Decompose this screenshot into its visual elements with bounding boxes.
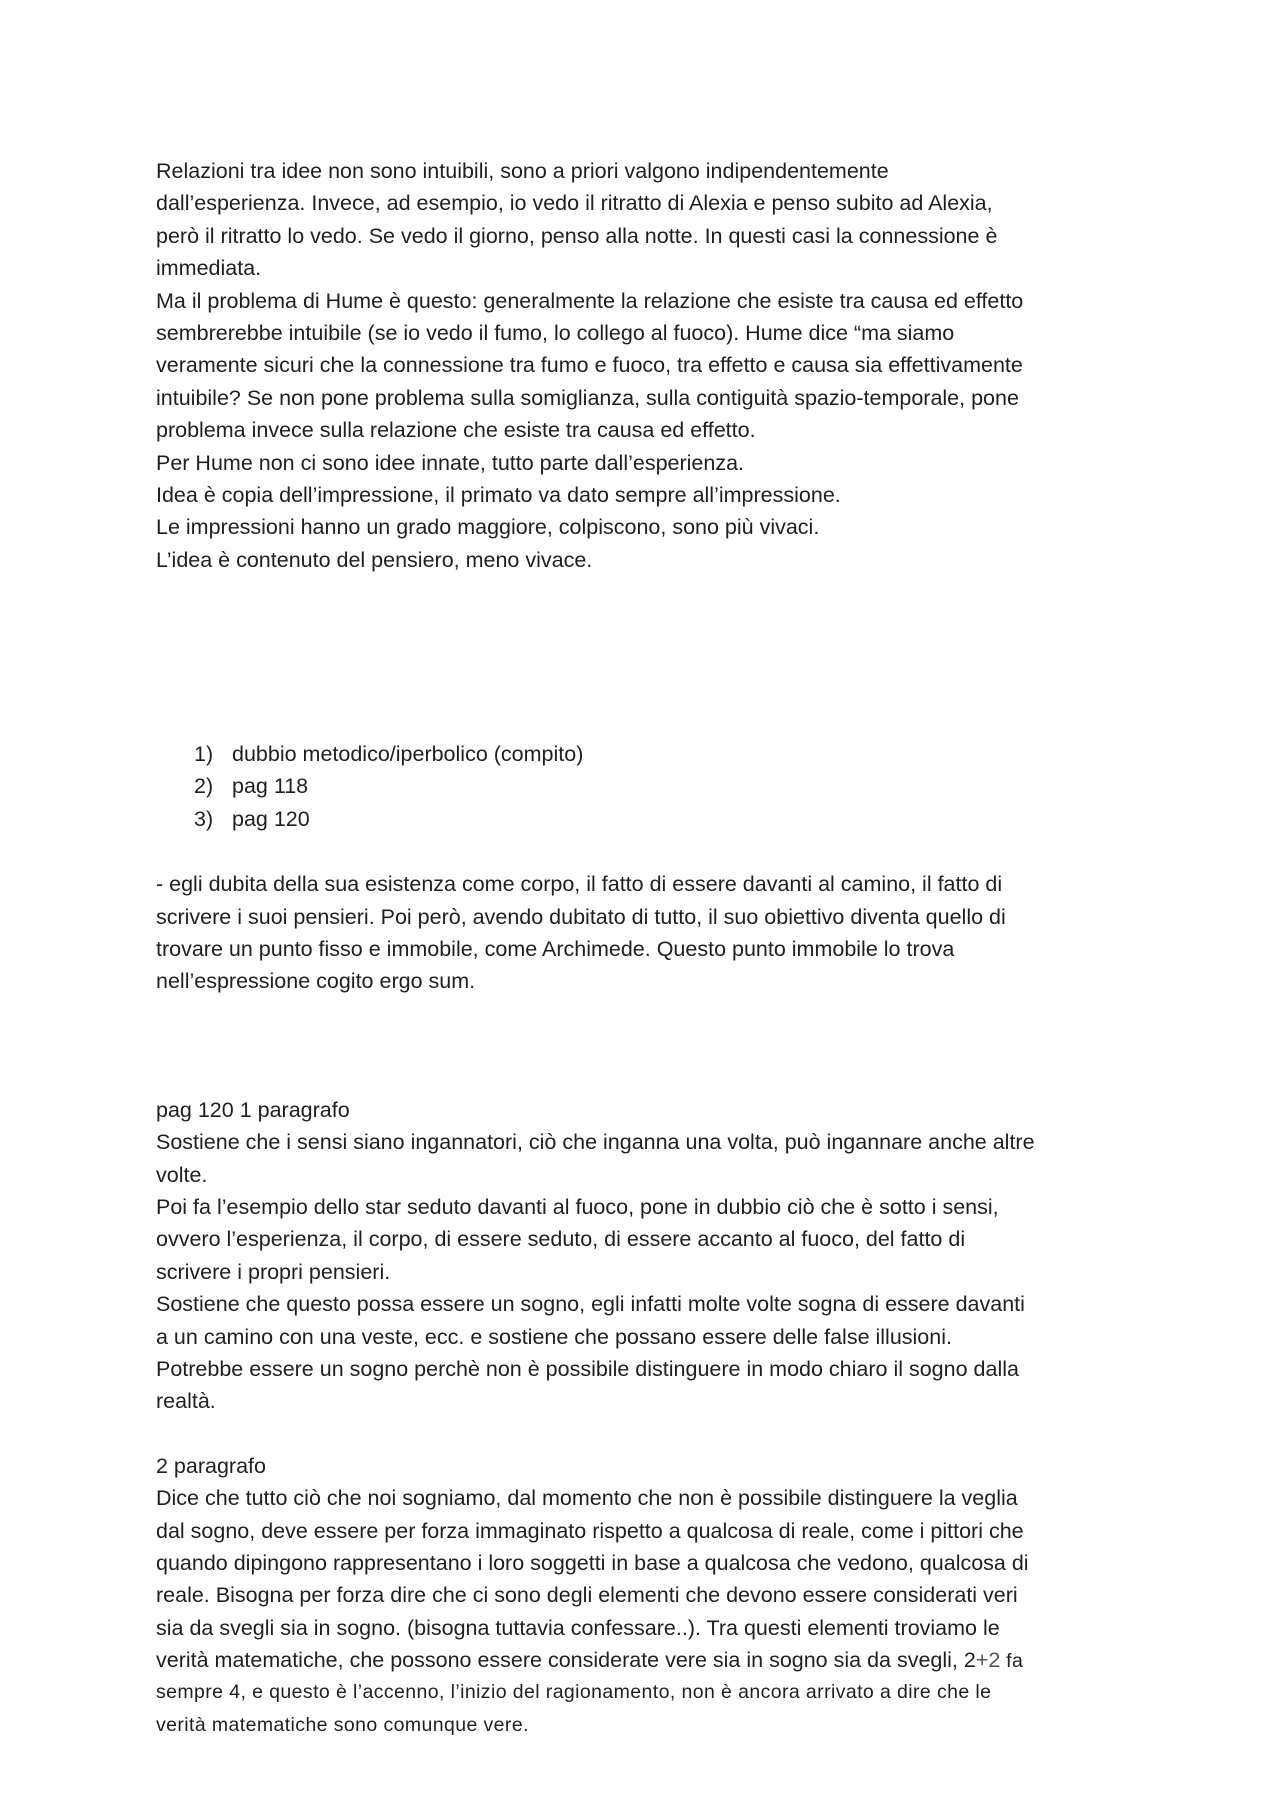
list-number: 2) (194, 774, 214, 799)
text-line: Per Hume non ci sono idee innate, tutto parte dall’esperienza. (156, 450, 745, 475)
text-line: reale. Bisogna per forza dire che ci sono degli elementi che devono essere considerati veri (156, 1583, 1018, 1608)
list-text: dubbio metodico/iperbolico (compito) (232, 742, 584, 767)
text-line: realtà. (156, 1389, 216, 1414)
text-line: dall’esperienza. Invece, ad esempio, io vedo il ritratto di Alexia e penso subito ad Alexia, (156, 191, 993, 216)
text-line: Potrebbe essere un sogno perchè non è possibile distinguere in modo chiaro il sogno dalla (156, 1356, 1019, 1381)
section-heading: 2 paragrafo (156, 1453, 266, 1478)
list-text: pag 118 (232, 774, 309, 799)
text-line: - egli dubita della sua esistenza come corpo, il fatto di essere davanti al camino, il fatto di (156, 872, 1003, 897)
paragraph-hume (156, 155, 1136, 576)
list-item (156, 738, 1136, 770)
text-segment: fa (1000, 1650, 1024, 1673)
paragraph-2-paragrafo (156, 1450, 1136, 1742)
list-item (156, 803, 1136, 835)
text-line: nell’espressione cogito ergo sum. (156, 969, 476, 994)
text-line: scrivere i propri pensieri. (156, 1259, 391, 1284)
text-line: Idea è copia dell’impressione, il primato va dato sempre all’impressione. (156, 482, 841, 507)
text-line: verità matematiche sono comunque vere. (156, 1713, 529, 1736)
text-line: problema invece sulla relazione che esiste tra causa ed effetto. (156, 418, 756, 443)
list-text: pag 120 (232, 806, 310, 831)
text-line: sempre 4, e questo è l’accenno, l’inizio del ragionamento, non è ancora arrivato a dire che le (156, 1681, 992, 1704)
text-line (156, 1644, 1136, 1676)
text-line: Le impressioni hanno un grado maggiore, colpiscono, sono più vivaci. (156, 515, 820, 540)
text-line: intuibile? Se non pone problema sulla somiglianza, sulla contiguità spazio-temporale, pone (156, 385, 1019, 410)
text-line: Sostiene che i sensi siano ingannatori, ciò che inganna una volta, può ingannare anche altre (156, 1130, 1035, 1155)
text-line: Ma il problema di Hume è questo: generalmente la relazione che esiste tra causa ed effetto (156, 288, 1024, 313)
text-segment: verità matematiche, che possono essere considerate vere sia in sogno sia da svegli, 2 (156, 1648, 976, 1673)
numbered-list (156, 738, 1136, 835)
text-line: trovare un punto fisso e immobile, come Archimede. Questo punto immobile lo trova (156, 937, 955, 962)
text-line: a un camino con una veste, ecc. e sostiene che possano essere delle false illusioni. (156, 1324, 952, 1349)
text-line: immediata. (156, 256, 262, 281)
text-line: quando dipingono rappresentano i loro soggetti in base a qualcosa che vedono, qualcosa di (156, 1550, 1029, 1575)
text-line: volte. (156, 1162, 208, 1187)
text-line: scrivere i suoi pensieri. Poi però, avendo dubitato di tutto, il suo obiettivo diventa quello di (156, 904, 1006, 929)
text-line: Poi fa l’esempio dello star seduto davanti al fuoco, pone in dubbio ciò che è sotto i sensi, (156, 1194, 999, 1219)
spacer (156, 998, 1136, 1094)
text-segment-plus: +2 (975, 1648, 1001, 1673)
text-line: sembrerebbe intuibile (se io vedo il fumo, lo collego al fuoco). Hume dice “ma siamo (156, 320, 955, 345)
text-line: veramente sicuri che la connessione tra fumo e fuoco, tra effetto e causa sia effettivamente (156, 353, 1023, 378)
list-item (156, 770, 1136, 802)
list-number: 3) (194, 806, 214, 831)
list-number: 1) (194, 742, 214, 767)
paragraph-pag120-1 (156, 1094, 1136, 1418)
text-line: però il ritratto lo vedo. Se vedo il giorno, penso alla notte. In questi casi la connessione è (156, 223, 998, 248)
text-line: Dice che tutto ciò che noi sogniamo, dal momento che non è possibile distinguere la veglia (156, 1486, 1018, 1511)
spacer (156, 1418, 1136, 1450)
section-heading: pag 120 1 paragrafo (156, 1097, 350, 1122)
text-line: sia da svegli sia in sogno. (bisogna tuttavia confessare..). Tra questi elementi troviamo le (156, 1615, 1000, 1640)
document-body (156, 155, 1136, 1741)
text-line: Sostiene che questo possa essere un sogno, egli infatti molte volte sogna di essere davanti (156, 1292, 1025, 1317)
spacer (156, 835, 1136, 868)
text-line: ovvero l’esperienza, il corpo, di essere seduto, di essere accanto al fuoco, del fatto di (156, 1227, 966, 1252)
spacer (156, 576, 1136, 738)
paragraph-dubbio (156, 868, 1136, 998)
text-line: Relazioni tra idee non sono intuibili, sono a priori valgono indipendentemente (156, 159, 889, 183)
text-line: L’idea è contenuto del pensiero, meno vivace. (156, 547, 593, 572)
text-line: dal sogno, deve essere per forza immaginato rispetto a qualcosa di reale, come i pittori che (156, 1518, 1024, 1543)
